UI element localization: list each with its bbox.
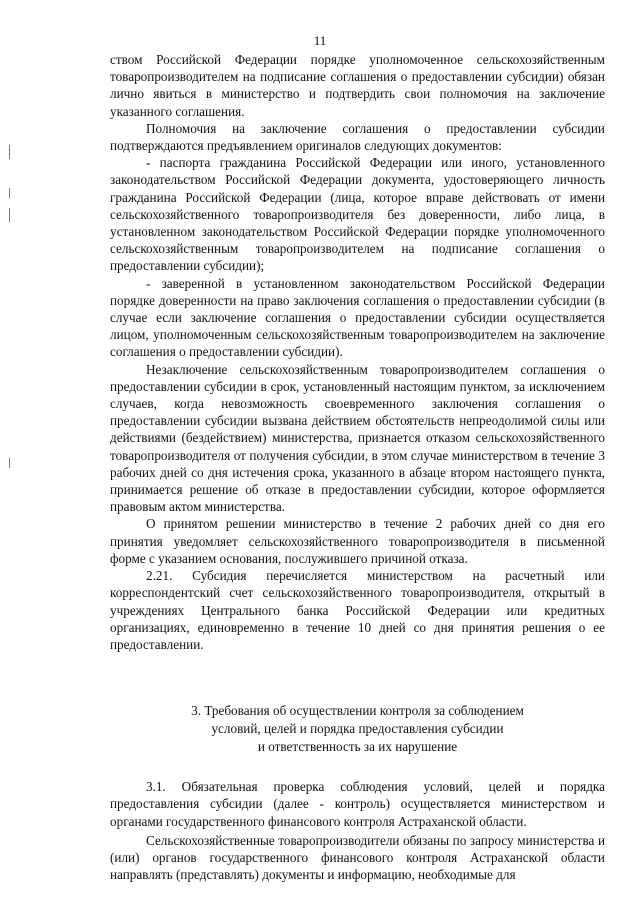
paragraph: Сельскохозяйственные товаропроизводители обязаны по запросу министерства и (или) органов государственного финансового контроля Астраханской области направлять (представлять) документы и информацию, необходимые для <box>110 832 605 883</box>
paragraph: - заверенной в установленном законодательством Российской Федерации порядке доверенности на право заключения соглашения о предоставлении субсидии (в случае если заключение соглашения о предоставлении субсидии осуществляется лицом, уполномоченным сельскохозяйственным товаропроизводителем на заключение соглашения о предоставлении субсидии). <box>110 275 605 360</box>
scan-margin-mark <box>9 145 10 159</box>
section-heading-line: и ответственность за их нарушение <box>257 739 458 755</box>
section-heading-line: условий, целей и порядка предоставления субсидии <box>211 721 504 737</box>
section-heading <box>110 702 605 756</box>
paragraph: О принятом решении министерство в течение 2 рабочих дней со дня его принятия уведомляет сельскохозяйственного товаропроизводителя в письменной форме с указанием основания, послужившего причиной отказа. <box>110 516 605 566</box>
document-body <box>110 51 605 883</box>
paragraph: 3.1. Обязательная проверка соблюдения условий, целей и порядка предоставления субсидии (далее - контроль) осуществляется министерством и органами государственного финансового контроля Астраханской области. <box>110 779 605 829</box>
paragraph: Незаключение сельскохозяйственным товаропроизводителем соглашения о предоставлении субсидии в срок, установленный настоящим пунктом, за исключением случаев, когда невозможность своевременного заключения соглашения о предоставлении субсидии вызвана действием обстоятельств непреодолимой силы или действиями (бездействием) министерства, признается отказом сельскохозяйственного товаропроизводителя от получения субсидии, в этом случае министерством в течение 3 рабочих дней со дня истечения срока, указанного в абзаце втором настоящего пункта, принимается решение об отказе в предоставлении субсидии, которое оформляется правовым актом министерства. <box>110 361 605 515</box>
scan-margin-mark <box>9 208 10 222</box>
scan-margin-mark <box>9 188 10 198</box>
section-heading-line: 3. Требования об осуществлении контроля за соблюдением <box>191 703 524 719</box>
paragraph: - паспорта гражданина Российской Федерации или иного, установленного законодательством Российской Федерации документа, удостоверяющего личность гражданина Российской Федерации (лица, которое вправе действовать от имени сельскохозяйственного товаропроизводителя без доверенности, либо лица, в установленном законодательством Российской Федерации порядке уполномоченного сельскохозяйственным товаропроизводителем на подписание соглашения о предоставлении субсидии); <box>110 155 605 274</box>
paragraph: Полномочия на заключение соглашения о предоставлении субсидии подтверждаются предъявлением оригиналов следующих документов: <box>110 120 605 154</box>
page-number: 11 <box>313 33 327 48</box>
paragraph: ством Российской Федерации порядке уполномоченное сельскохозяйственным товаропроизводителем на подписание соглашения о предоставлении субсидии) обязан лично явиться в министерство и подтвердить свои полномочия на заключение указанного соглашения. <box>110 52 605 119</box>
scan-margin-mark <box>9 458 10 468</box>
paragraph: 2.21. Субсидия перечисляется министерством на расчетный или корреспондентский счет сельскохозяйственного товаропроизводителя, открытый в учреждениях Центрального банка Российской Федерации или кредитных организациях, единовременно в течение 10 дней со дня принятия решения о ее предоставлении. <box>110 568 605 652</box>
